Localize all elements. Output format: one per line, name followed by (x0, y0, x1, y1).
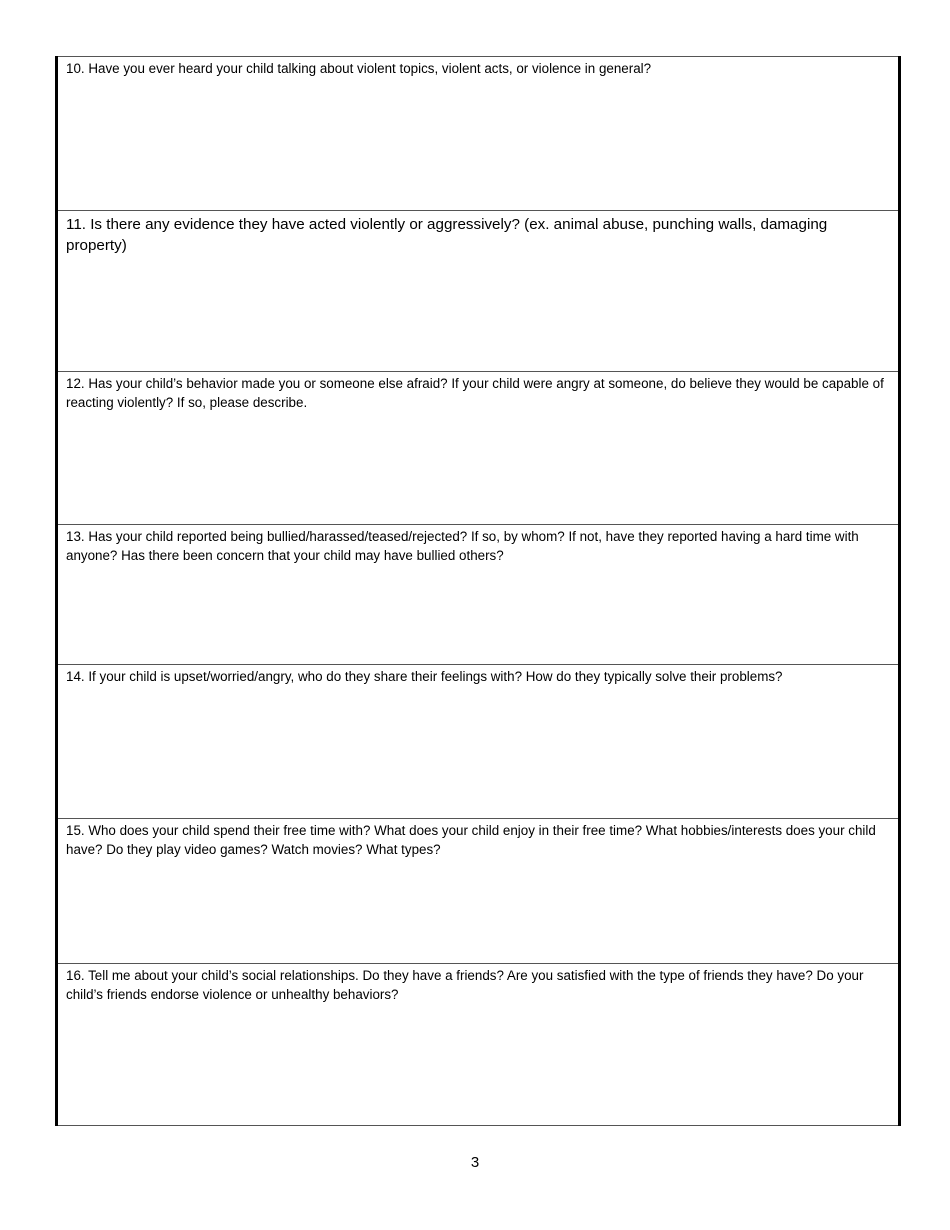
question-row-14 (58, 664, 898, 818)
question-row-12 (58, 371, 898, 524)
question-16-text: 16. Tell me about your child’s social relationships. Do they have a friends? Are you satisfied with the type of friends they have? Do your child’s friends endorse violence or unhealthy behaviors? (66, 968, 864, 1002)
question-14-text: 14. If your child is upset/worried/angry, who do they share their feelings with? How do they typically solve their problems? (66, 669, 783, 684)
question-row-16 (58, 963, 898, 1126)
page-number: 3 (470, 1154, 480, 1171)
question-row-15 (58, 818, 898, 963)
question-15-text: 15. Who does your child spend their free time with? What does your child enjoy in their free time? What hobbies/interests does your child have? Do they play video games? Watch movies? What types? (66, 823, 876, 857)
question-11-text: 11. Is there any evidence they have acted violently or aggressively? (ex. animal abuse, punching walls, damaging property) (66, 216, 828, 254)
question-10-text: 10. Have you ever heard your child talking about violent topics, violent acts, or violence in general? (66, 61, 652, 76)
question-12-text: 12. Has your child’s behavior made you or someone else afraid? If your child were angry at someone, do believe they would be capable of reacting violently? If so, please describe. (66, 376, 884, 410)
question-13-text: 13. Has your child reported being bullied/harassed/teased/rejected? If so, by whom? If not, have they reported having a hard time with anyone? Has there been concern that your child may have bullied others? (66, 529, 859, 563)
question-row-13 (58, 524, 898, 664)
questionnaire-form (55, 56, 901, 1126)
question-row-10 (58, 56, 898, 210)
question-row-11 (58, 210, 898, 371)
